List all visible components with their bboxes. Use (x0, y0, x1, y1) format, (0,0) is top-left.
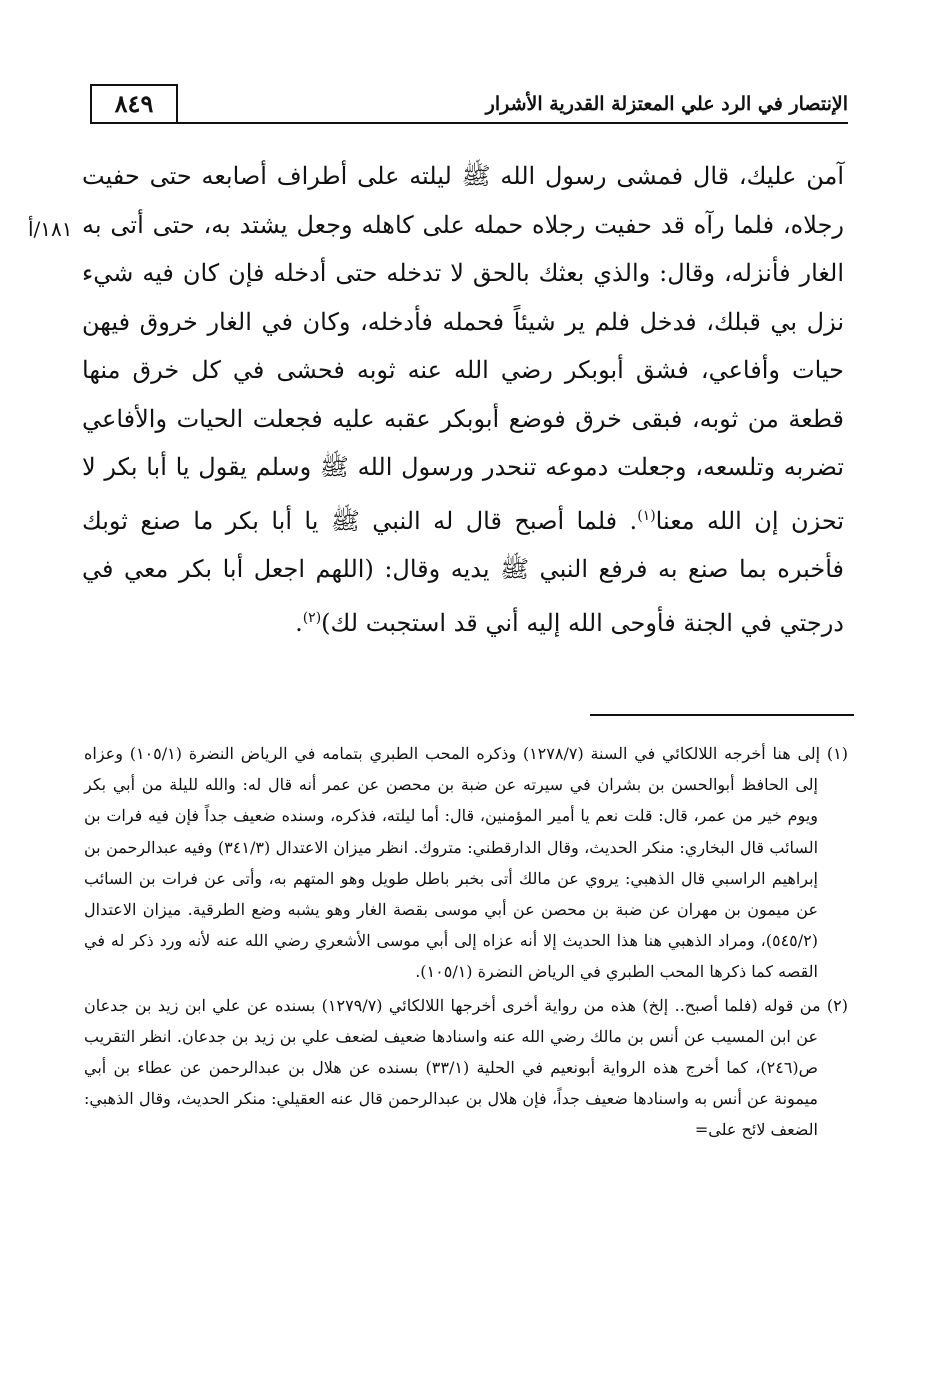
main-body-text (82, 152, 844, 647)
footnote-ref-1[interactable]: (١) (637, 507, 656, 524)
page-number: ٨٤٩ (90, 84, 178, 124)
body-text-part-1: آمن عليك، قال فمشى رسول الله ﷺ ليلته على أطراف أصابعه حتى حفيت رجلاه، فلما رآه قد حفيت رجلاه حمله على كاهله وجعل يشتد به، حتى أتى به الغار فأنزله، وقال: والذي بعثك بالحق لا تدخله حتى أدخله فإن كان فيه شيء نزل بي قبلك، فدخل فلم ير شيئاً فحمله فأدخله، وكان في الغار خروق فيهن حيات وأفاعي، فشق أبوبكر رضي الله عنه ثوبه فحشى في كل خرق منها قطعة من ثوبه، فبقى خرق فوضع أبوبكر عقبه عليه فجعلت الحيات والأفاعي تضربه وتلسعه، وجعلت دموعه تنحدر ورسول الله ﷺ وسلم يقول يا أبا بكر لا تحزن إن الله معنا (82, 162, 844, 535)
body-text-part-2: . فلما أصبح قال له النبي ﷺ يا أبا بكر ما صنع ثوبك فأخبره بما صنع به فرفع النبي ﷺ يديه وقال: (اللهم اجعل أبا بكر معي في درجتي في الجنة فأوحى الله إليه أني قد استجبت لك) (82, 506, 844, 637)
header-rule (178, 122, 848, 124)
footnote-2: (٢) من قوله (فلما أصبح.. إلخ) هذه من رواية أخرى أخرجها اللالكائي (١٢٧٩/٧) بسنده عن علي ابن زيد بن جدعان عن ابن المسيب عن أنس بن مالك رضي الله عنه واسنادها ضعيف لضعف علي بن زيد بن جدعان. انظر التقريب ص(٢٤٦)، كما أخرج هذه الرواية أبونعيم في الحلية (٣٣/١) بسنده عن هلال بن عبدالرحمن عن عطاء بن أبي ميمونة عن أنس به واسنادها ضعيف جداً، فإن هلال بن عبدالرحمن قال عنه العقيلي: منكر الحديث، وقال الذهبي: الضعف لائح على= (84, 995, 849, 1140)
footnote-1: (١) إلى هنا أخرجه اللالكائي في السنة (١٢٧٨/٧) وذكره المحب الطبري بتمامه في الرياض النضرة (١٠٥/١) وعزاه إلى الحافظ أبوالحسن بن بشران في سيرته عن ضبة بن محصن عن عمر أنه قال له: والله لليلة من أبي بكر ويوم خير من عمر، قال: قلت نعم يا أمير المؤمنين، قال: أما ليلته، فذكره، وسنده ضعيف جداً فإن فيه فرات بن السائب قال البخاري: منكر الحديث، وقال الدارقطني: متروك. انظر ميزان الاعتدال (٣٤١/٣) وفيه عبدالرحمن بن إبراهيم الراسبي قال الذهبي: يروي عن مالك أتى بخبر باطل طويل وهو المتهم به، وأتى عن فرات بن السائب عن ميمون بن مهران عن ضبة بن محصن عن أبي موسى بقصة الغار وهو يشبه وضع الطرقية. ميزان الاعتدال (٥٤٥/٢)، ومراد الذهبي هنا هذا الحديث إلا أنه عزاه إلى أبي موسى الأشعري رضي الله عنه لأنه ورد ذكر له في القصه كما ذكرها المحب الطبري في الرياض النضرة (١٠٥/١). (84, 744, 848, 982)
footnotes (84, 738, 848, 1148)
footnote-ref-2[interactable]: (٢) (302, 609, 322, 626)
footnote-separator (590, 714, 854, 716)
page-header (90, 84, 848, 132)
body-paragraph (82, 152, 844, 647)
body-text-part-3: . (295, 608, 303, 637)
running-title: الإنتصار في الرد علي المعتزلة القدرية الأشرار (485, 93, 848, 115)
margin-folio-note: ١٨١/أ (28, 217, 73, 241)
